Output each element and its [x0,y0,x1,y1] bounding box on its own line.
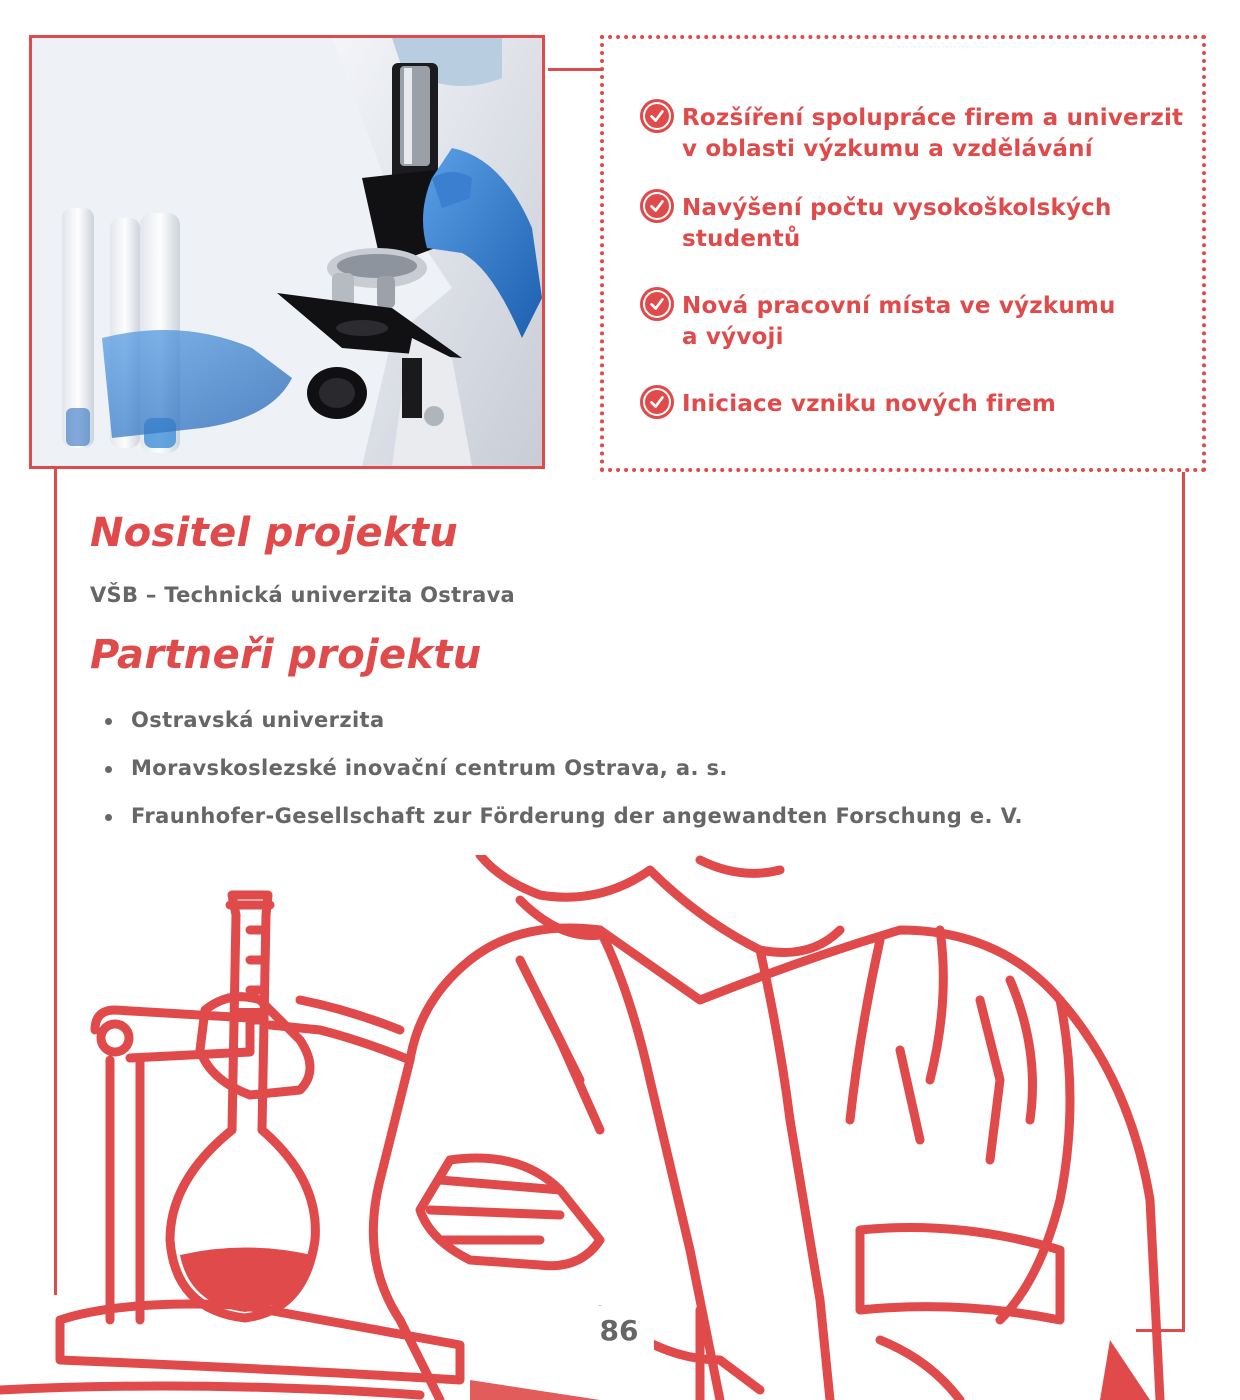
benefits-box [600,35,1206,472]
holder-name: VŠB – Technická univerzita Ostrava [90,583,516,607]
connector-line [548,68,603,71]
benefit-item [640,193,1112,255]
benefit-text: Navýšení počtu vysokoškolských studentů [682,195,1112,252]
holder-heading: Nositel projektu [90,510,459,556]
check-circle-icon [640,99,674,133]
check-circle-icon [640,287,674,321]
list-item [100,804,1023,852]
check-circle-icon [640,385,674,419]
partner-name: Ostravská univerzita [131,708,385,732]
microscope-photo [29,35,545,469]
partners-heading: Partneři projektu [90,632,482,678]
benefit-text: Nová pracovní místa ve výzkumu a vývoji [682,293,1116,350]
benefit-item [640,291,1116,353]
list-item [100,756,1023,804]
partners-list [100,708,1023,852]
benefit-text: Rozšíření spolupráce firem a univerzit v oblasti výzkumu a vzdělávání [682,105,1184,162]
bullet-icon [105,814,112,821]
bullet-icon [105,766,112,773]
page-number: 86 [584,1306,654,1354]
partner-name: Fraunhofer-Gesellschaft zur Förderung der angewandten Forschung e. V. [131,804,1023,828]
benefit-item [640,103,1183,165]
list-item [100,708,1023,756]
bullet-icon [105,718,112,725]
benefit-item [640,389,1056,420]
benefit-text: Iniciace vzniku nových firem [682,391,1056,417]
check-circle-icon [640,189,674,223]
partner-name: Moravskoslezské inovační centrum Ostrava, a. s. [131,756,728,780]
